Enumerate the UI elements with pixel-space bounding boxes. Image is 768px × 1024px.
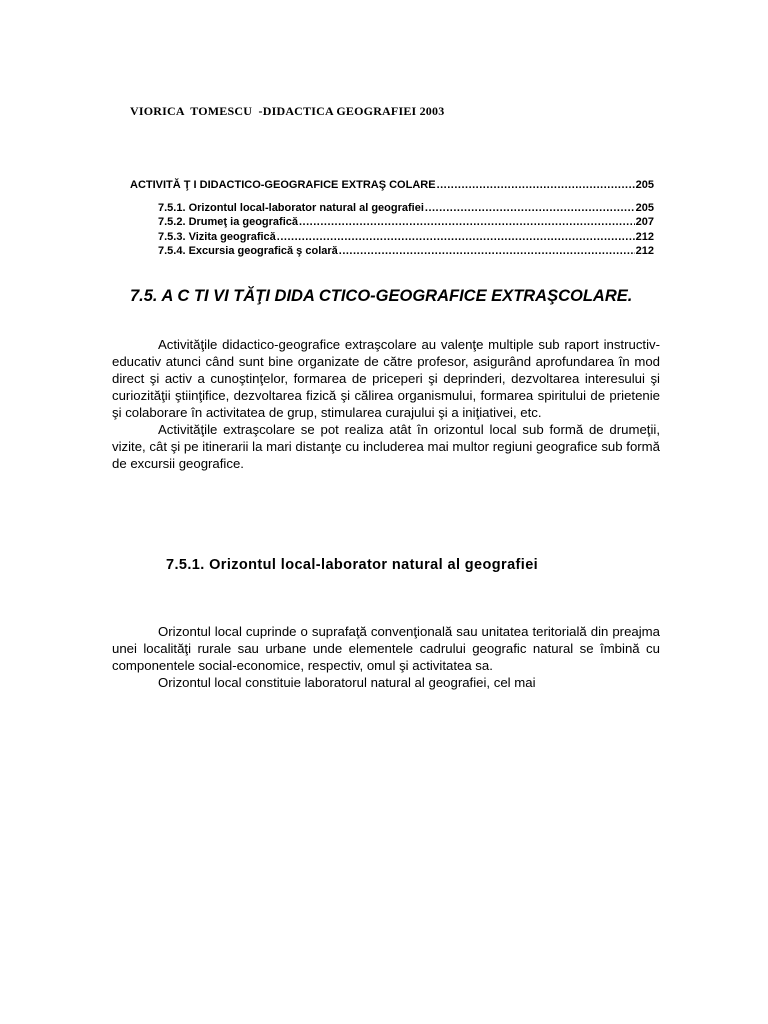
toc-leader-dots (437, 178, 635, 193)
toc-entry (130, 215, 654, 230)
toc-leader-dots (425, 201, 635, 216)
running-header: VIORICA TOMESCU -DIDACTICA GEOGRAFIEI 2003 (130, 104, 445, 118)
toc-entry-title: 7.5.3. Vizita geografică (158, 230, 276, 243)
section-body (112, 336, 660, 472)
body-paragraph: Activităţile didactico-geografice extraşcolare au valenţe multiple sub raport instructiv-educativ atunci când sunt bine organizate de către profesor, asigurând aprofundarea în mod direct şi activ a cunoştinţelor, formarea de priceperi şi deprinderi, dezvoltarea interesului şi curiozităţii ştiinţifice, dezvoltarea fizică şi călirea organismului, formarea spiritului de prietenie şi colaborare în activitatea de grup, stimularea curajului şi a iniţiativei, etc. (112, 337, 660, 420)
toc-entry (130, 201, 654, 216)
toc-leader-dots (339, 244, 635, 259)
toc-entry-title: ACTIVITĂ Ţ I DIDACTICO-GEOGRAFICE EXTRAŞ COLARE (130, 179, 436, 191)
subsection-heading: 7.5.1. Orizontul local-laborator natural al geografiei (166, 557, 539, 573)
toc-entry-page: 205 (635, 179, 654, 191)
toc-entry-title: 7.5.1. Orizontul local-laborator natural al geografiei (158, 201, 424, 214)
toc-entry-page: 207 (635, 216, 654, 228)
toc-entry-title: 7.5.4. Excursia geografică ş colară (158, 245, 338, 257)
toc-entry (130, 230, 654, 245)
toc-entry-page: 212 (635, 245, 654, 257)
subsection-body (112, 623, 660, 691)
toc-entry (130, 244, 654, 259)
toc-leader-dots (277, 230, 635, 245)
toc-entry-main (130, 178, 654, 193)
body-paragraph: Orizontul local cuprinde o suprafaţă convenţională sau unitatea teritorială din preajma unei localităţi rurale sau urbane unde elementele cadrului geografic natural se îmbină cu componentele social-economice, respectiv, omul şi activitatea sa. (112, 624, 660, 673)
section-heading: 7.5. A C TI VI TĂŢI DIDA CTICO-GEOGRAFICE EXTRAŞCOLARE. (130, 287, 633, 305)
toc-entry-page: 205 (635, 201, 654, 214)
toc-leader-dots (299, 215, 635, 230)
toc-entry-title: 7.5.2. Drumeţ ia geografică (158, 216, 298, 228)
toc-entry-page: 212 (635, 230, 654, 243)
body-paragraph: Orizontul local constituie laboratorul natural al geografiei, cel mai (158, 675, 536, 690)
body-paragraph: Activităţile extraşcolare se pot realiza atât în orizontul local sub formă de drumeţii, vizite, cât şi pe itinerarii la mari distanţe cu includerea mai multor regiuni geografice sub formă de excursii geografice. (112, 422, 660, 471)
table-of-contents (130, 178, 654, 259)
